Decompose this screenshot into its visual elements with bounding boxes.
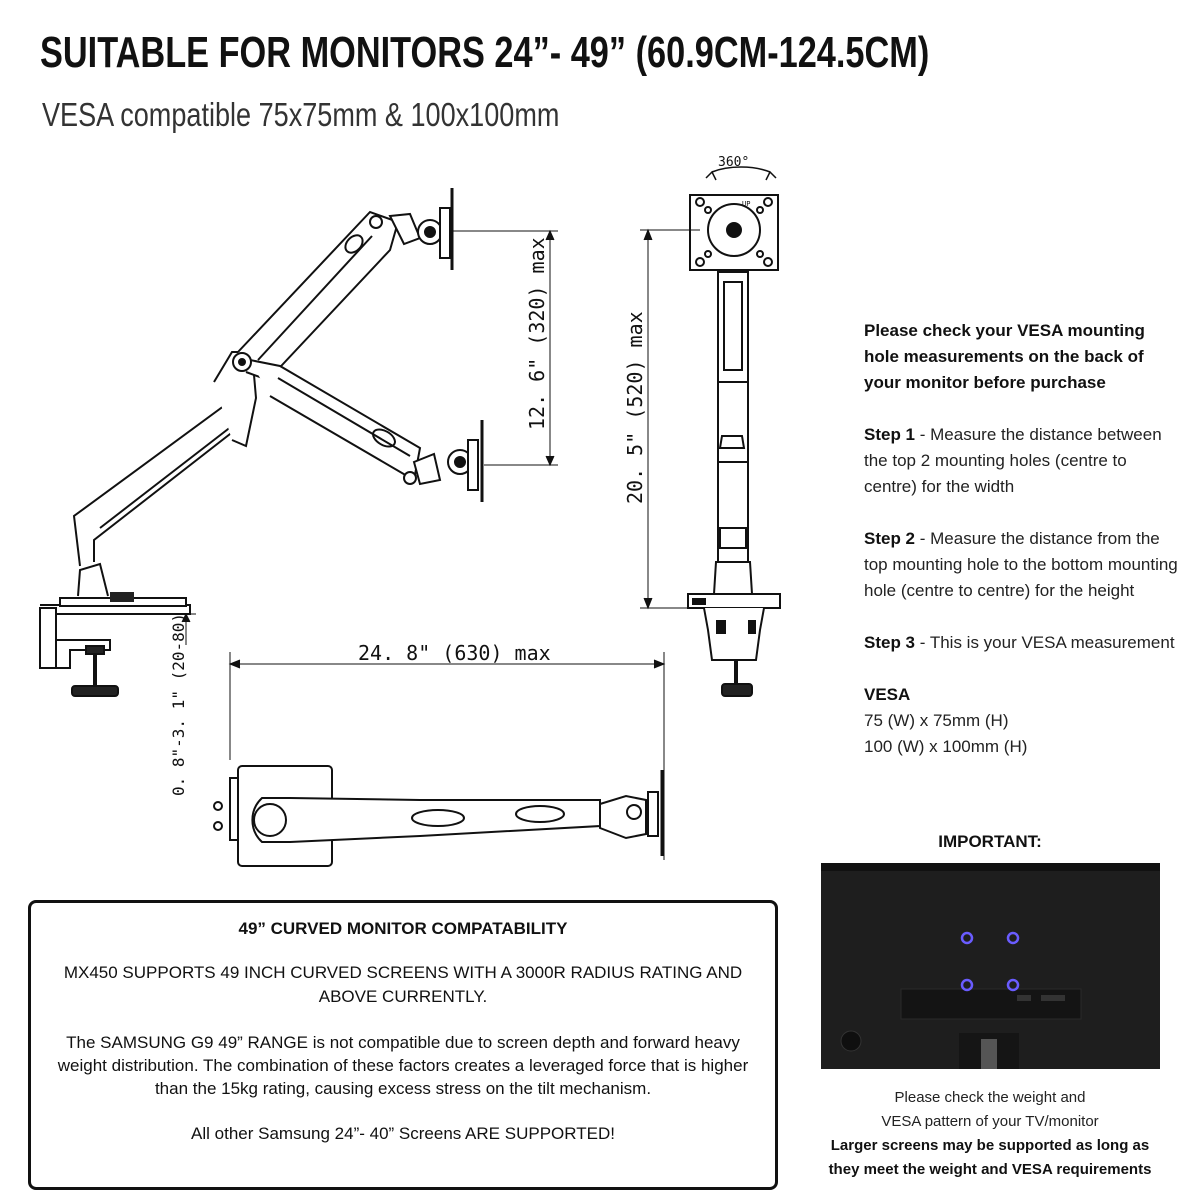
step-1-label: Step 1 <box>864 425 916 444</box>
clamp-range-label: 0. 8"-3. 1" (20-80) <box>169 612 188 796</box>
step-1 <box>864 422 1180 500</box>
step-1-text: - Measure the distance between the top 2 mounting holes (centre to centre) for the width <box>864 425 1162 496</box>
top-view-arm <box>214 766 662 866</box>
compatibility-footer: All other Samsung 24”- 40” Screens ARE SUPPORTED! <box>191 1124 615 1143</box>
compatibility-box <box>28 900 778 1190</box>
monitor-back-illustration <box>821 863 1160 1069</box>
step-2-text: - Measure the distance from the top mounting hole to the bottom mounting hole (centre to centre) for the height <box>864 529 1178 600</box>
vesa-instructions <box>864 318 1180 760</box>
dim-pole-height-lines <box>640 230 700 608</box>
page-title: SUITABLE FOR MONITORS 24”- 49” (60.9CM-124.5CM) <box>40 28 930 77</box>
compatibility-detail: The SAMSUNG G9 49” RANGE is not compatible due to screen depth and forward heavy weight distribution. The combination of these factors creates a leveraged force that is higher than the 15kg rating, causing excess stress on the tilt mechanism. <box>57 1033 749 1098</box>
caption-bold-1: Larger screens may be supported as long as <box>830 1137 1150 1154</box>
caption-line-1: Please check the weight and <box>894 1089 1086 1106</box>
step-3 <box>864 630 1180 656</box>
front-view-pole <box>688 167 780 696</box>
monitor-back-photo <box>821 863 1160 1069</box>
vesa-size-100: 100 (W) x 100mm (H) <box>864 737 1028 756</box>
caption-bold-2: they meet the weight and VESA requirements <box>828 1161 1152 1178</box>
up-label: UP <box>742 200 751 208</box>
vesa-title: VESA <box>864 685 911 704</box>
compatibility-lead: MX450 SUPPORTS 49 INCH CURVED SCREENS WITH A 3000R RADIUS RATING AND ABOVE CURRENTLY. <box>63 963 743 1006</box>
compatibility-title: 49” CURVED MONITOR COMPATABILITY <box>238 919 568 938</box>
rotation-label: 360° <box>718 155 750 170</box>
pole-height-label: 20. 5" (520) max <box>623 311 647 504</box>
step-3-text: - This is your VESA measurement <box>915 633 1175 652</box>
step-2-label: Step 2 <box>864 529 916 548</box>
step-2 <box>864 526 1180 604</box>
vesa-size-75: 75 (W) x 75mm (H) <box>864 711 1009 730</box>
instructions-heading: Please check your VESA mounting hole measurements on the back of your monitor before purchase <box>864 321 1145 392</box>
page-subtitle: VESA compatible 75x75mm & 100x100mm <box>42 96 560 133</box>
side-view-arm <box>40 188 482 696</box>
reach-label: 24. 8" (630) max <box>358 641 551 665</box>
step-3-label: Step 3 <box>864 633 916 652</box>
caption-line-2: VESA pattern of your TV/monitor <box>881 1113 1099 1130</box>
important-heading: IMPORTANT: <box>938 832 1042 851</box>
monitor-caption <box>820 1086 1160 1182</box>
arm-height-label: 12. 6" (320) max <box>525 237 549 430</box>
